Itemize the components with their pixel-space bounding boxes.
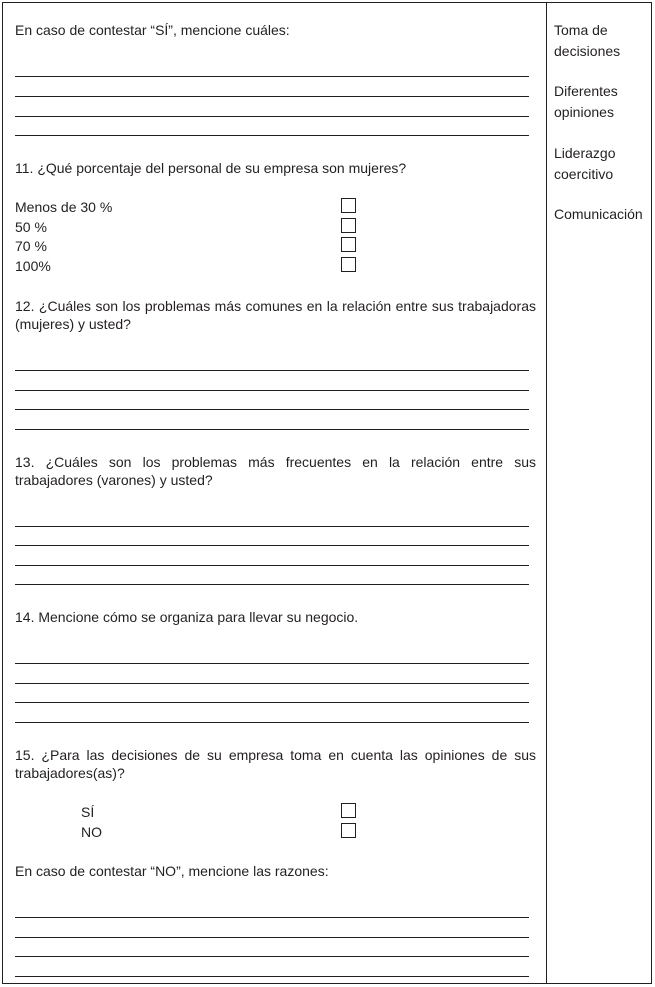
option-label: NO xyxy=(81,824,102,840)
sidebar-item-comunicacion: Comunicación xyxy=(554,206,643,222)
answer-line[interactable] xyxy=(15,370,529,371)
answer-line[interactable] xyxy=(15,584,529,585)
option-label: 100% xyxy=(15,258,51,274)
question-13: 13. ¿Cuáles son los problemas más frecuentes en la relación entre sus trabajadores (varones) y usted? xyxy=(15,454,536,488)
sidebar-item-diferentes-opiniones: Diferentes opiniones xyxy=(554,83,618,120)
checkbox-less-30[interactable] xyxy=(341,198,356,213)
answer-line[interactable] xyxy=(15,545,529,546)
checkbox-100[interactable] xyxy=(341,257,356,272)
answer-line[interactable] xyxy=(15,937,529,938)
question-15: 15. ¿Para las decisiones de su empresa toma en cuenta las opiniones de sus trabajadores(as)? xyxy=(15,747,536,781)
intro-text: En caso de contestar “SÍ”, mencione cuáles: xyxy=(15,22,290,38)
answer-line[interactable] xyxy=(15,976,529,977)
answer-line[interactable] xyxy=(15,917,529,918)
answer-line[interactable] xyxy=(15,722,529,723)
checkbox-70[interactable] xyxy=(341,237,356,252)
option-label: Menos de 30 % xyxy=(15,199,113,215)
answer-line[interactable] xyxy=(15,135,529,136)
answer-line[interactable] xyxy=(15,429,529,430)
option-label: 50 % xyxy=(15,219,47,235)
answer-line[interactable] xyxy=(15,956,529,957)
question-14: 14. Mencione cómo se organiza para llevar su negocio. xyxy=(15,609,359,625)
option-label: 70 % xyxy=(15,238,47,254)
column-divider xyxy=(546,2,547,984)
question-11: 11. ¿Qué porcentaje del personal de su empresa son mujeres? xyxy=(15,160,407,176)
answer-line[interactable] xyxy=(15,76,529,77)
checkbox-50[interactable] xyxy=(341,218,356,233)
answer-line[interactable] xyxy=(15,663,529,664)
option-label: SÍ xyxy=(81,804,95,820)
answer-line[interactable] xyxy=(15,390,529,391)
checkbox-si[interactable] xyxy=(341,803,356,818)
answer-line[interactable] xyxy=(15,565,529,566)
answer-line[interactable] xyxy=(15,409,529,410)
sidebar-item-toma-decisiones: Toma de decisiones xyxy=(554,22,621,59)
question-12: 12. ¿Cuáles son los problemas más comunes en la relación entre sus trabajadoras (mujeres) y usted? xyxy=(15,298,536,332)
checkbox-no[interactable] xyxy=(341,823,356,838)
no-reasons-text: En caso de contestar “NO”, mencione las razones: xyxy=(15,863,329,879)
answer-line[interactable] xyxy=(15,683,529,684)
answer-line[interactable] xyxy=(15,702,529,703)
answer-line[interactable] xyxy=(15,96,529,97)
answer-line[interactable] xyxy=(15,116,529,117)
sidebar-item-liderazgo-coercitivo: Liderazgo coercitivo xyxy=(554,145,616,182)
answer-line[interactable] xyxy=(15,526,529,527)
